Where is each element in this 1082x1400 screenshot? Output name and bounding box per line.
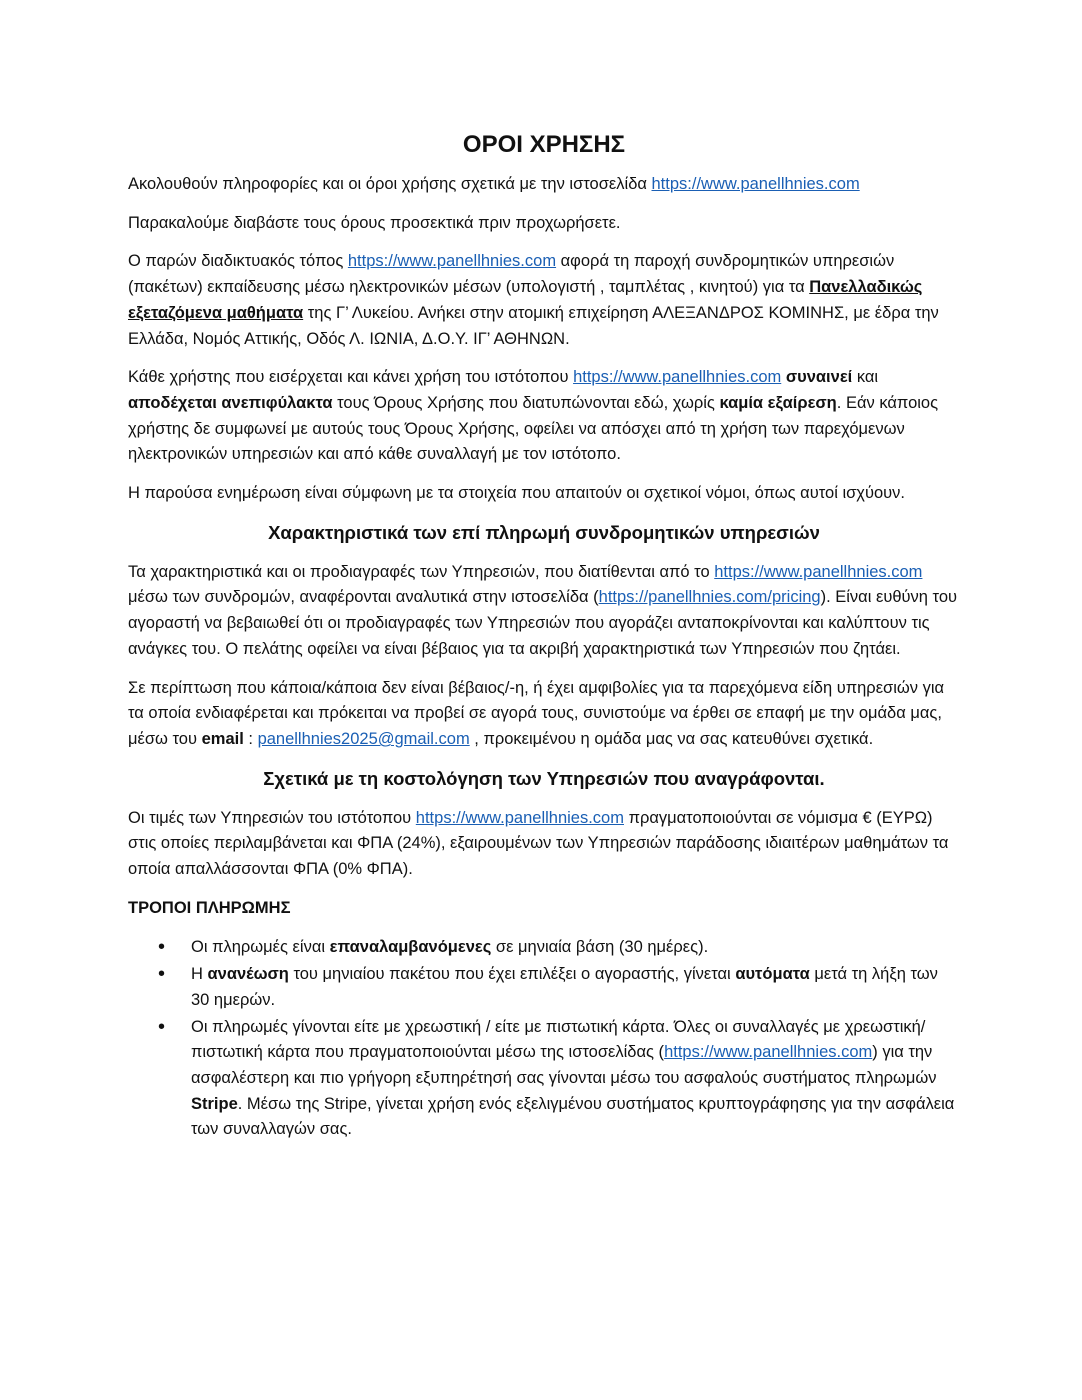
section-heading-pricing: Σχετικά με τη κοστολόγηση των Υπηρεσιών που αναγράφονται. bbox=[263, 767, 825, 789]
read-carefully-paragraph: Παρακαλούμε διαβάστε τους όρους προσεκτικά πριν προχωρήσετε. bbox=[128, 213, 621, 232]
site-link[interactable]: https://www.panellhnies.com bbox=[714, 562, 923, 581]
features-paragraph: Τα χαρακτηριστικά και οι προδιαγραφές των Υπηρεσιών, που διατίθενται από το https://www.panellhnies.com μέσω των συνδρομών, αναφέρονται αναλυτικά στην ιστοσελίδα (https://panellhnies.com/pricing). Είναι ευθύνη του αγοραστή να βεβαιωθεί ότι οι προδιαγραφές των Υπηρεσιών που αγοράζει ανταποκρίνονται και καλύπτουν τις ανάγκες του. Ο πελάτης οφείλει να είναι βέβαιος για τα ακριβή χαρακτηριστικά των Υπηρεσιών που ζητάει. bbox=[128, 562, 958, 658]
pricing-link[interactable]: https://panellhnies.com/pricing bbox=[598, 588, 821, 607]
site-description-paragraph: Ο παρών διαδικτυακός τόπος https://www.panellhnies.com αφορά τη παροχή συνδρομητικών υπηρεσιών (πακέτων) εκπαίδευσης μέσω ηλεκτρονικών μέσων (υπολογιστή , ταμπλέτας , κινητού) για τα Πανελλαδικώς εξεταζόμενα μαθήματα της Γ’ Λυκείου. Ανήκει στην ατομική επιχείρηση ΑΛΕΞΑΝΔΡΟΣ ΚΟΜΙΝΗΣ, με έδρα την Ελλάδα, Νομός Αττικής, Οδός Λ. ΙΩΝΙΑ, Δ.Ο.Υ. ΙΓ’ ΑΘΗΝΩΝ. bbox=[128, 252, 939, 348]
page-title: ΟΡΟΙ ΧΡΗΣΗΣ bbox=[462, 131, 626, 158]
site-link[interactable]: https://www.panellhnies.com bbox=[573, 368, 782, 387]
site-link[interactable]: https://www.panellhnies.com bbox=[415, 808, 624, 827]
pricing-paragraph: Οι τιμές των Υπηρεσιών του ιστότοπου https://www.panellhnies.com πραγματοποιούνται σε νόμισμα € (ΕΥΡΩ) στις οποίες περιλαμβάνεται και ΦΠΑ (24%), εξαιρουμένων των Υπηρεσιών παράδοσης ιδιαιτέρων μαθημάτων τα οποία απαλλάσσονται ΦΠΑ (0% ΦΠΑ). bbox=[128, 808, 949, 879]
bullet-icon: • bbox=[158, 963, 166, 986]
intro-paragraph: Ακολουθούν πληροφορίες και οι όροι χρήσης σχετικά με την ιστοσελίδα https://www.panellhnies.com bbox=[128, 175, 860, 193]
list-item: • Οι πληρωμές είναι επαναλαμβανόμενες σε μηνιαία βάση (30 ημέρες). bbox=[128, 935, 960, 961]
site-link[interactable]: https://www.panellhnies.com bbox=[651, 175, 860, 193]
section-heading-features: Χαρακτηριστικά των επί πληρωμή συνδρομητικών υπηρεσιών bbox=[268, 521, 820, 543]
payment-methods-list bbox=[128, 935, 960, 1143]
subjects-emphasis: Πανελλαδικώς εξεταζόμενα μαθήματα bbox=[128, 278, 923, 322]
list-item: • Οι πληρωμές γίνονται είτε με χρεωστική / είτε με πιστωτική κάρτα. Όλες οι συναλλαγές με χρεωστική/πιστωτική κάρτα που πραγματοποιούνται μέσω της ιστοσελίδας (https://www.panellhnies.com) για την ασφαλέστερη και πιο γρήγορη εξυπηρέτησή σας γίνονται μέσω του ασφαλούς συστήματος πληρωμών Stripe. Μέσω της Stripe, γίνεται χρήση ενός εξελιγμένου συστήματος κρυπτογράφησης για την ασφάλεια των συναλλαγών σας. bbox=[158, 1015, 955, 1139]
site-link[interactable]: https://www.panellhnies.com bbox=[664, 1043, 873, 1062]
site-link[interactable]: https://www.panellhnies.com bbox=[347, 252, 557, 271]
legal-compliance-paragraph: Η παρούσα ενημέρωση είναι σύμφωνη με τα στοιχεία που απαιτούν οι σχετικοί νόμοι, όπως αυτοί ισχύουν. bbox=[128, 484, 906, 503]
list-item: • Η ανανέωση του μηνιαίου πακέτου που έχει επιλέξει ο αγοραστής, γίνεται αυτόματα μετά τη λήξη των 30 ημερών. bbox=[158, 963, 938, 1009]
bullet-icon: • bbox=[158, 1015, 166, 1038]
acceptance-paragraph: Κάθε χρήστης που εισέρχεται και κάνει χρήση του ιστότοπου https://www.panellhnies.com συναινεί και αποδέχεται ανεπιφύλακτα τους Όρους Χρήσης που διατυπώνονται εδώ, χωρίς καμία εξαίρεση. Εάν κάποιος χρήστης δε συμφωνεί με αυτούς τους Όρους Χρήσης, οφείλει να απόσχει από τη χρήση των παρεχόμενων ηλεκτρονικών υπηρεσιών και από κάθε συναλλαγή με τον ιστότοπο. bbox=[128, 368, 939, 464]
terms-document bbox=[128, 128, 960, 1144]
payment-methods-heading: ΤΡΟΠΟΙ ΠΛΗΡΩΜΗΣ bbox=[128, 898, 291, 917]
contact-paragraph: Σε περίπτωση που κάποια/κάποια δεν είναι βέβαιος/-η, ή έχει αμφιβολίες για τα παρεχόμενα είδη υπηρεσιών για τα οποία ενδιαφέρεται και πρόκειται να προβεί σε αγορά τους, συνιστούμε να έρθει σε επαφή με την ομάδα μας, μέσω του email : panellhnies2025@gmail.com , προκειμένου η ομάδα μας να σας κατευθύνει σχετικά. bbox=[128, 678, 945, 748]
bullet-icon: • bbox=[158, 936, 166, 959]
email-link[interactable]: panellhnies2025@gmail.com bbox=[257, 729, 470, 748]
